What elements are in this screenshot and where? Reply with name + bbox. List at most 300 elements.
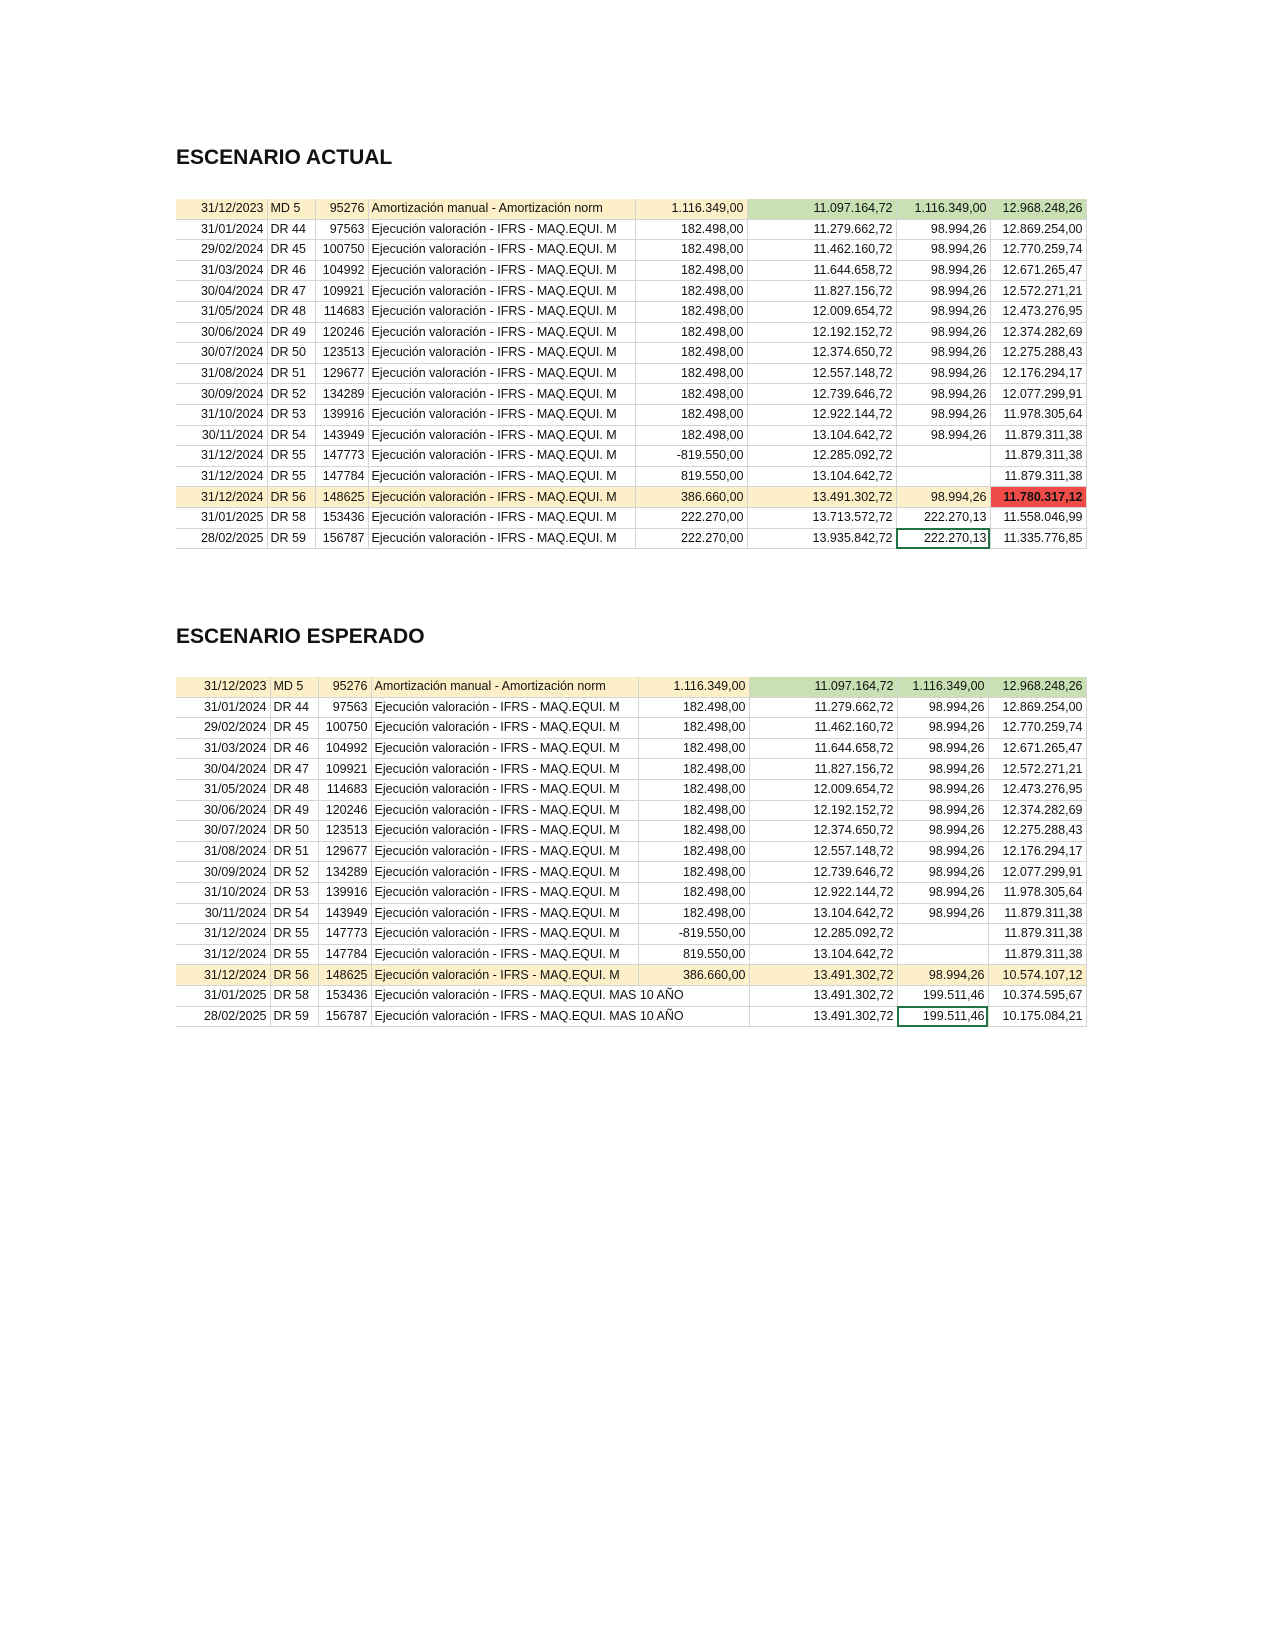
cell-doc-type[interactable]: DR 53: [270, 882, 318, 903]
cell-depreciation[interactable]: 98.994,26: [896, 281, 990, 302]
cell-doc-type[interactable]: DR 46: [267, 260, 315, 281]
cell-date[interactable]: 31/05/2024: [176, 301, 267, 322]
cell-accumulated[interactable]: 12.285.092,72: [749, 924, 897, 945]
spreadsheet-table-esperado: [176, 677, 1087, 1027]
cell-depreciation[interactable]: 98.994,26: [896, 240, 990, 261]
cell-net-value[interactable]: 11.978.305,64: [988, 882, 1086, 903]
cell-net-value[interactable]: 12.968.248,26: [988, 677, 1086, 697]
cell-depreciation[interactable]: 98.994,26: [896, 301, 990, 322]
cell-amount[interactable]: 819.550,00: [635, 466, 747, 487]
cell-depreciation[interactable]: 98.994,26: [896, 322, 990, 343]
cell-accumulated[interactable]: 13.104.642,72: [747, 425, 896, 446]
cell-doc-type[interactable]: DR 53: [267, 404, 315, 425]
cell-net-value[interactable]: 12.572.271,21: [988, 759, 1086, 780]
cell-accumulated[interactable]: 13.491.302,72: [749, 965, 897, 986]
table-row: [176, 903, 1086, 924]
cell-net-value[interactable]: 12.968.248,26: [990, 199, 1086, 219]
cell-net-value[interactable]: 11.780.317,12: [990, 487, 1086, 508]
cell-date[interactable]: 31/12/2023: [176, 199, 267, 219]
cell-amount[interactable]: -819.550,00: [638, 924, 749, 945]
cell-depreciation[interactable]: 98.994,26: [897, 965, 988, 986]
table-row: [176, 862, 1086, 883]
cell-doc-type[interactable]: DR 50: [270, 821, 318, 842]
cell-amount[interactable]: 182.498,00: [638, 862, 749, 883]
cell-description[interactable]: Ejecución valoración - IFRS - MAQ.EQUI. M: [368, 260, 635, 281]
cell-accumulated[interactable]: 13.491.302,72: [749, 985, 897, 1006]
cell-accumulated[interactable]: 12.739.646,72: [749, 862, 897, 883]
cell-doc-number[interactable]: 100750: [318, 718, 371, 739]
cell-doc-type[interactable]: DR 47: [267, 281, 315, 302]
cell-description[interactable]: Ejecución valoración - IFRS - MAQ.EQUI. M: [371, 759, 638, 780]
cell-date[interactable]: 31/01/2024: [176, 697, 270, 718]
cell-doc-type[interactable]: DR 51: [270, 841, 318, 862]
cell-depreciation[interactable]: 1.116.349,00: [896, 199, 990, 219]
cell-depreciation[interactable]: 98.994,26: [897, 862, 988, 883]
cell-doc-number[interactable]: 95276: [315, 199, 368, 219]
cell-amount[interactable]: 182.498,00: [638, 821, 749, 842]
cell-date[interactable]: 31/08/2024: [176, 363, 267, 384]
cell-net-value[interactable]: 12.077.299,91: [988, 862, 1086, 883]
cell-doc-number[interactable]: 147773: [318, 924, 371, 945]
cell-date[interactable]: 30/04/2024: [176, 759, 270, 780]
cell-net-value[interactable]: 11.978.305,64: [990, 404, 1086, 425]
table-row: [176, 985, 1086, 1006]
cell-doc-type[interactable]: DR 47: [270, 759, 318, 780]
cell-depreciation[interactable]: 222.270,13: [896, 507, 990, 528]
cell-depreciation[interactable]: 199.511,46: [897, 985, 988, 1006]
cell-net-value[interactable]: 12.770.259,74: [990, 240, 1086, 261]
cell-doc-type[interactable]: MD 5: [267, 199, 315, 219]
cell-description[interactable]: Ejecución valoración - IFRS - MAQ.EQUI. MAS 10 AÑO: [371, 985, 638, 1006]
cell-date[interactable]: 31/01/2024: [176, 219, 267, 240]
cell-depreciation[interactable]: 98.994,26: [897, 738, 988, 759]
cell-description[interactable]: Ejecución valoración - IFRS - MAQ.EQUI. M: [371, 965, 638, 986]
table-row: [176, 240, 1086, 261]
cell-amount[interactable]: 182.498,00: [638, 903, 749, 924]
cell-amount[interactable]: 222.270,00: [635, 507, 747, 528]
cell-date[interactable]: 31/10/2024: [176, 882, 270, 903]
cell-amount[interactable]: 182.498,00: [638, 697, 749, 718]
cell-doc-number[interactable]: 148625: [318, 965, 371, 986]
cell-accumulated[interactable]: 11.097.164,72: [749, 677, 897, 697]
cell-doc-type[interactable]: DR 48: [267, 301, 315, 322]
cell-depreciation[interactable]: 199.511,46: [897, 1006, 988, 1027]
cell-net-value[interactable]: 10.175.084,21: [988, 1006, 1086, 1027]
cell-description[interactable]: Ejecución valoración - IFRS - MAQ.EQUI. M: [371, 882, 638, 903]
table-row: [176, 507, 1086, 528]
cell-description[interactable]: Ejecución valoración - IFRS - MAQ.EQUI. M: [368, 219, 635, 240]
cell-doc-number[interactable]: 104992: [315, 260, 368, 281]
cell-amount[interactable]: -819.550,00: [635, 446, 747, 467]
table-row: [176, 821, 1086, 842]
table-row: [176, 677, 1086, 697]
cell-doc-type[interactable]: DR 48: [270, 779, 318, 800]
cell-accumulated[interactable]: 11.644.658,72: [749, 738, 897, 759]
cell-amount[interactable]: 182.498,00: [638, 800, 749, 821]
cell-doc-type[interactable]: DR 49: [270, 800, 318, 821]
cell-amount[interactable]: 182.498,00: [635, 240, 747, 261]
cell-accumulated[interactable]: 13.104.642,72: [749, 903, 897, 924]
cell-net-value[interactable]: 11.879.311,38: [988, 924, 1086, 945]
cell-net-value[interactable]: 12.473.276,95: [990, 301, 1086, 322]
cell-amount[interactable]: 182.498,00: [635, 404, 747, 425]
cell-doc-type[interactable]: DR 52: [267, 384, 315, 405]
cell-date[interactable]: 30/09/2024: [176, 384, 267, 405]
cell-depreciation[interactable]: [896, 466, 990, 487]
cell-doc-type[interactable]: DR 56: [267, 487, 315, 508]
cell-doc-number[interactable]: 143949: [315, 425, 368, 446]
cell-date[interactable]: 31/12/2024: [176, 466, 267, 487]
cell-doc-number[interactable]: 100750: [315, 240, 368, 261]
cell-depreciation[interactable]: [896, 446, 990, 467]
cell-accumulated[interactable]: 11.827.156,72: [747, 281, 896, 302]
cell-net-value[interactable]: 12.671.265,47: [988, 738, 1086, 759]
cell-depreciation[interactable]: 98.994,26: [897, 841, 988, 862]
cell-accumulated[interactable]: 12.192.152,72: [747, 322, 896, 343]
cell-doc-number[interactable]: 97563: [315, 219, 368, 240]
cell-amount[interactable]: 182.498,00: [635, 219, 747, 240]
cell-doc-number[interactable]: 114683: [315, 301, 368, 322]
cell-date[interactable]: 30/07/2024: [176, 821, 270, 842]
cell-description[interactable]: Ejecución valoración - IFRS - MAQ.EQUI. M: [371, 800, 638, 821]
cell-doc-number[interactable]: 109921: [315, 281, 368, 302]
cell-net-value[interactable]: 12.869.254,00: [988, 697, 1086, 718]
cell-net-value[interactable]: 10.574.107,12: [988, 965, 1086, 986]
table-row: [176, 446, 1086, 467]
cell-date[interactable]: 31/03/2024: [176, 260, 267, 281]
cell-doc-number[interactable]: 153436: [318, 985, 371, 1006]
cell-depreciation[interactable]: [897, 944, 988, 965]
cell-net-value[interactable]: 10.374.595,67: [988, 985, 1086, 1006]
cell-accumulated[interactable]: 13.104.642,72: [747, 466, 896, 487]
table-row: [176, 944, 1086, 965]
cell-net-value[interactable]: 12.176.294,17: [988, 841, 1086, 862]
cell-doc-number[interactable]: 156787: [318, 1006, 371, 1027]
cell-depreciation[interactable]: 98.994,26: [897, 821, 988, 842]
cell-doc-number[interactable]: 134289: [318, 862, 371, 883]
cell-depreciation[interactable]: 98.994,26: [897, 779, 988, 800]
cell-description[interactable]: Ejecución valoración - IFRS - MAQ.EQUI. M: [368, 322, 635, 343]
cell-amount[interactable]: 182.498,00: [635, 343, 747, 364]
cell-doc-number[interactable]: 156787: [315, 528, 368, 549]
cell-description[interactable]: Ejecución valoración - IFRS - MAQ.EQUI. M: [368, 425, 635, 446]
cell-amount[interactable]: 182.498,00: [638, 779, 749, 800]
cell-description[interactable]: Ejecución valoración - IFRS - MAQ.EQUI. M: [368, 240, 635, 261]
cell-accumulated[interactable]: 12.557.148,72: [747, 363, 896, 384]
cell-accumulated[interactable]: 11.644.658,72: [747, 260, 896, 281]
cell-date[interactable]: 31/12/2024: [176, 446, 267, 467]
cell-doc-number[interactable]: 147784: [318, 944, 371, 965]
cell-doc-type[interactable]: DR 59: [267, 528, 315, 549]
cell-net-value[interactable]: 12.374.282,69: [990, 322, 1086, 343]
cell-doc-type[interactable]: DR 58: [267, 507, 315, 528]
cell-doc-type[interactable]: DR 54: [270, 903, 318, 924]
cell-date[interactable]: 30/04/2024: [176, 281, 267, 302]
cell-doc-number[interactable]: 147784: [315, 466, 368, 487]
cell-accumulated[interactable]: 11.279.662,72: [747, 219, 896, 240]
cell-description[interactable]: Ejecución valoración - IFRS - MAQ.EQUI. M: [368, 301, 635, 322]
cell-description[interactable]: Ejecución valoración - IFRS - MAQ.EQUI. M: [368, 384, 635, 405]
cell-accumulated[interactable]: 13.491.302,72: [749, 1006, 897, 1027]
section-escenario-esperado: [176, 625, 425, 649]
cell-amount[interactable]: 222.270,00: [635, 528, 747, 549]
cell-accumulated[interactable]: 12.009.654,72: [749, 779, 897, 800]
cell-description[interactable]: Amortización manual - Amortización norm: [371, 677, 638, 697]
cell-doc-type[interactable]: DR 52: [270, 862, 318, 883]
cell-description[interactable]: Ejecución valoración - IFRS - MAQ.EQUI. MAS 10 AÑO: [371, 1006, 638, 1027]
cell-depreciation[interactable]: 98.994,26: [897, 718, 988, 739]
cell-doc-number[interactable]: 134289: [315, 384, 368, 405]
cell-description[interactable]: Ejecución valoración - IFRS - MAQ.EQUI. M: [368, 446, 635, 467]
cell-amount[interactable]: 182.498,00: [638, 882, 749, 903]
cell-doc-number[interactable]: 147773: [315, 446, 368, 467]
cell-date[interactable]: 30/07/2024: [176, 343, 267, 364]
cell-description[interactable]: Ejecución valoración - IFRS - MAQ.EQUI. M: [368, 487, 635, 508]
cell-accumulated[interactable]: 12.557.148,72: [749, 841, 897, 862]
cell-date[interactable]: 31/12/2024: [176, 924, 270, 945]
cell-depreciation[interactable]: 98.994,26: [896, 260, 990, 281]
cell-accumulated[interactable]: 11.462.160,72: [749, 718, 897, 739]
cell-doc-type[interactable]: DR 58: [270, 985, 318, 1006]
cell-net-value[interactable]: 12.176.294,17: [990, 363, 1086, 384]
cell-net-value[interactable]: 12.770.259,74: [988, 718, 1086, 739]
cell-doc-number[interactable]: 114683: [318, 779, 371, 800]
cell-description[interactable]: Ejecución valoración - IFRS - MAQ.EQUI. M: [371, 821, 638, 842]
cell-description[interactable]: Ejecución valoración - IFRS - MAQ.EQUI. M: [368, 343, 635, 364]
cell-net-value[interactable]: 12.077.299,91: [990, 384, 1086, 405]
cell-doc-type[interactable]: DR 59: [270, 1006, 318, 1027]
cell-doc-number[interactable]: 129677: [315, 363, 368, 384]
cell-description[interactable]: Ejecución valoración - IFRS - MAQ.EQUI. M: [368, 363, 635, 384]
table-row: [176, 425, 1086, 446]
cell-amount[interactable]: 182.498,00: [638, 718, 749, 739]
cell-description[interactable]: Ejecución valoración - IFRS - MAQ.EQUI. M: [368, 281, 635, 302]
cell-net-value[interactable]: 11.879.311,38: [988, 903, 1086, 924]
table-row: [176, 199, 1086, 219]
cell-date[interactable]: 28/02/2025: [176, 1006, 270, 1027]
cell-accumulated[interactable]: 13.104.642,72: [749, 944, 897, 965]
cell-net-value[interactable]: 12.869.254,00: [990, 219, 1086, 240]
cell-accumulated[interactable]: 13.713.572,72: [747, 507, 896, 528]
cell-doc-type[interactable]: DR 50: [267, 343, 315, 364]
cell-doc-number[interactable]: 143949: [318, 903, 371, 924]
cell-amount[interactable]: 182.498,00: [635, 281, 747, 302]
cell-doc-number[interactable]: 129677: [318, 841, 371, 862]
cell-amount[interactable]: 182.498,00: [638, 738, 749, 759]
cell-doc-type[interactable]: DR 51: [267, 363, 315, 384]
cell-accumulated[interactable]: 11.827.156,72: [749, 759, 897, 780]
cell-amount[interactable]: 182.498,00: [635, 322, 747, 343]
cell-date[interactable]: 30/06/2024: [176, 322, 267, 343]
cell-depreciation[interactable]: 98.994,26: [897, 759, 988, 780]
cell-net-value[interactable]: 12.275.288,43: [990, 343, 1086, 364]
cell-net-value[interactable]: 11.879.311,38: [988, 944, 1086, 965]
cell-doc-number[interactable]: 95276: [318, 677, 371, 697]
cell-amount[interactable]: 182.498,00: [635, 425, 747, 446]
cell-date[interactable]: 31/12/2023: [176, 677, 270, 697]
cell-description[interactable]: Ejecución valoración - IFRS - MAQ.EQUI. M: [371, 738, 638, 759]
cell-amount[interactable]: 182.498,00: [635, 301, 747, 322]
cell-accumulated[interactable]: 12.739.646,72: [747, 384, 896, 405]
cell-doc-type[interactable]: DR 44: [270, 697, 318, 718]
cell-doc-type[interactable]: DR 49: [267, 322, 315, 343]
cell-accumulated[interactable]: 12.922.144,72: [747, 404, 896, 425]
cell-doc-number[interactable]: 139916: [318, 882, 371, 903]
cell-net-value[interactable]: 11.879.311,38: [990, 425, 1086, 446]
cell-doc-number[interactable]: 153436: [315, 507, 368, 528]
cell-amount[interactable]: 386.660,00: [638, 965, 749, 986]
cell-date[interactable]: 31/12/2024: [176, 487, 267, 508]
table-row: [176, 528, 1086, 549]
table-row: [176, 841, 1086, 862]
cell-net-value[interactable]: 11.558.046,99: [990, 507, 1086, 528]
cell-doc-type[interactable]: DR 55: [270, 944, 318, 965]
spreadsheet-table-actual: [176, 199, 1087, 549]
table-row: [176, 363, 1086, 384]
cell-net-value[interactable]: 12.671.265,47: [990, 260, 1086, 281]
cell-depreciation[interactable]: 98.994,26: [896, 384, 990, 405]
cell-depreciation[interactable]: 98.994,26: [897, 697, 988, 718]
cell-amount[interactable]: 1.116.349,00: [635, 199, 747, 219]
table-row: [176, 404, 1086, 425]
cell-depreciation[interactable]: 98.994,26: [896, 404, 990, 425]
cell-date[interactable]: 31/12/2024: [176, 965, 270, 986]
cell-description[interactable]: Ejecución valoración - IFRS - MAQ.EQUI. M: [368, 528, 635, 549]
cell-doc-type[interactable]: DR 45: [267, 240, 315, 261]
cell-description[interactable]: Ejecución valoración - IFRS - MAQ.EQUI. M: [371, 697, 638, 718]
table-row: [176, 466, 1086, 487]
cell-doc-number[interactable]: 123513: [318, 821, 371, 842]
cell-depreciation[interactable]: 98.994,26: [896, 363, 990, 384]
cell-net-value[interactable]: 12.275.288,43: [988, 821, 1086, 842]
cell-depreciation[interactable]: 98.994,26: [897, 903, 988, 924]
cell-doc-type[interactable]: DR 55: [270, 924, 318, 945]
cell-amount[interactable]: 182.498,00: [635, 363, 747, 384]
cell-amount[interactable]: 819.550,00: [638, 944, 749, 965]
cell-description[interactable]: Amortización manual - Amortización norm: [368, 199, 635, 219]
cell-description[interactable]: Ejecución valoración - IFRS - MAQ.EQUI. M: [371, 779, 638, 800]
table-row: [176, 697, 1086, 718]
cell-doc-number[interactable]: 123513: [315, 343, 368, 364]
cell-doc-number[interactable]: 97563: [318, 697, 371, 718]
cell-amount[interactable]: 182.498,00: [635, 384, 747, 405]
cell-doc-type[interactable]: DR 55: [267, 466, 315, 487]
cell-date[interactable]: 30/11/2024: [176, 903, 270, 924]
cell-depreciation[interactable]: 98.994,26: [896, 343, 990, 364]
cell-accumulated[interactable]: 11.279.662,72: [749, 697, 897, 718]
table-row: [176, 1006, 1086, 1027]
cell-description[interactable]: Ejecución valoración - IFRS - MAQ.EQUI. M: [368, 404, 635, 425]
cell-amount[interactable]: 182.498,00: [638, 759, 749, 780]
cell-description[interactable]: Ejecución valoración - IFRS - MAQ.EQUI. M: [371, 903, 638, 924]
cell-doc-number[interactable]: 120246: [315, 322, 368, 343]
cell-date[interactable]: 29/02/2024: [176, 240, 267, 261]
cell-doc-type[interactable]: MD 5: [270, 677, 318, 697]
cell-depreciation[interactable]: 98.994,26: [897, 882, 988, 903]
table-row: [176, 343, 1086, 364]
table-row: [176, 924, 1086, 945]
cell-doc-number[interactable]: 148625: [315, 487, 368, 508]
cell-depreciation[interactable]: 98.994,26: [896, 487, 990, 508]
cell-net-value[interactable]: 11.879.311,38: [990, 466, 1086, 487]
cell-accumulated[interactable]: 12.285.092,72: [747, 446, 896, 467]
cell-amount[interactable]: 386.660,00: [635, 487, 747, 508]
cell-date[interactable]: 30/11/2024: [176, 425, 267, 446]
cell-accumulated[interactable]: 12.922.144,72: [749, 882, 897, 903]
cell-amount[interactable]: 1.116.349,00: [638, 677, 749, 697]
cell-description[interactable]: Ejecución valoración - IFRS - MAQ.EQUI. M: [368, 466, 635, 487]
cell-date[interactable]: 31/12/2024: [176, 944, 270, 965]
cell-accumulated[interactable]: 12.374.650,72: [747, 343, 896, 364]
section-title: ESCENARIO ESPERADO: [176, 625, 425, 648]
cell-doc-type[interactable]: DR 55: [267, 446, 315, 467]
cell-net-value[interactable]: 11.335.776,85: [990, 528, 1086, 549]
cell-date[interactable]: 30/09/2024: [176, 862, 270, 883]
cell-depreciation[interactable]: 1.116.349,00: [897, 677, 988, 697]
cell-doc-type[interactable]: DR 56: [270, 965, 318, 986]
cell-accumulated[interactable]: 11.462.160,72: [747, 240, 896, 261]
cell-accumulated[interactable]: 12.374.650,72: [749, 821, 897, 842]
cell-accumulated[interactable]: 13.935.842,72: [747, 528, 896, 549]
cell-date[interactable]: 29/02/2024: [176, 718, 270, 739]
cell-net-value[interactable]: 12.572.271,21: [990, 281, 1086, 302]
cell-amount[interactable]: 182.498,00: [635, 260, 747, 281]
table-row: [176, 219, 1086, 240]
cell-doc-number[interactable]: 104992: [318, 738, 371, 759]
table-row: [176, 487, 1086, 508]
cell-accumulated[interactable]: 13.491.302,72: [747, 487, 896, 508]
cell-doc-number[interactable]: 109921: [318, 759, 371, 780]
cell-doc-type[interactable]: DR 46: [270, 738, 318, 759]
cell-doc-number[interactable]: 139916: [315, 404, 368, 425]
cell-doc-type[interactable]: DR 54: [267, 425, 315, 446]
cell-net-value[interactable]: 12.374.282,69: [988, 800, 1086, 821]
cell-date[interactable]: 31/01/2025: [176, 507, 267, 528]
cell-date[interactable]: 31/05/2024: [176, 779, 270, 800]
cell-depreciation[interactable]: 98.994,26: [896, 425, 990, 446]
cell-date[interactable]: 31/10/2024: [176, 404, 267, 425]
cell-date[interactable]: 28/02/2025: [176, 528, 267, 549]
cell-net-value[interactable]: 11.879.311,38: [990, 446, 1086, 467]
table-row: [176, 965, 1086, 986]
cell-description[interactable]: Ejecución valoración - IFRS - MAQ.EQUI. M: [371, 944, 638, 965]
cell-doc-type[interactable]: DR 45: [270, 718, 318, 739]
cell-depreciation[interactable]: 222.270,13: [896, 528, 990, 549]
cell-accumulated[interactable]: 12.009.654,72: [747, 301, 896, 322]
cell-description[interactable]: Ejecución valoración - IFRS - MAQ.EQUI. M: [371, 924, 638, 945]
table-row: [176, 260, 1086, 281]
cell-accumulated[interactable]: 11.097.164,72: [747, 199, 896, 219]
cell-description[interactable]: Ejecución valoración - IFRS - MAQ.EQUI. M: [368, 507, 635, 528]
cell-date[interactable]: 31/08/2024: [176, 841, 270, 862]
cell-net-value[interactable]: 12.473.276,95: [988, 779, 1086, 800]
cell-date[interactable]: 31/01/2025: [176, 985, 270, 1006]
cell-accumulated[interactable]: 12.192.152,72: [749, 800, 897, 821]
cell-doc-type[interactable]: DR 44: [267, 219, 315, 240]
cell-date[interactable]: 31/03/2024: [176, 738, 270, 759]
cell-description[interactable]: Ejecución valoración - IFRS - MAQ.EQUI. M: [371, 862, 638, 883]
cell-depreciation[interactable]: [897, 924, 988, 945]
cell-depreciation[interactable]: 98.994,26: [896, 219, 990, 240]
cell-description[interactable]: Ejecución valoración - IFRS - MAQ.EQUI. M: [371, 841, 638, 862]
cell-description[interactable]: Ejecución valoración - IFRS - MAQ.EQUI. M: [371, 718, 638, 739]
section-escenario-actual: [176, 146, 392, 170]
cell-date[interactable]: 30/06/2024: [176, 800, 270, 821]
table-row: [176, 301, 1086, 322]
cell-depreciation[interactable]: 98.994,26: [897, 800, 988, 821]
cell-amount[interactable]: 182.498,00: [638, 841, 749, 862]
cell-doc-number[interactable]: 120246: [318, 800, 371, 821]
